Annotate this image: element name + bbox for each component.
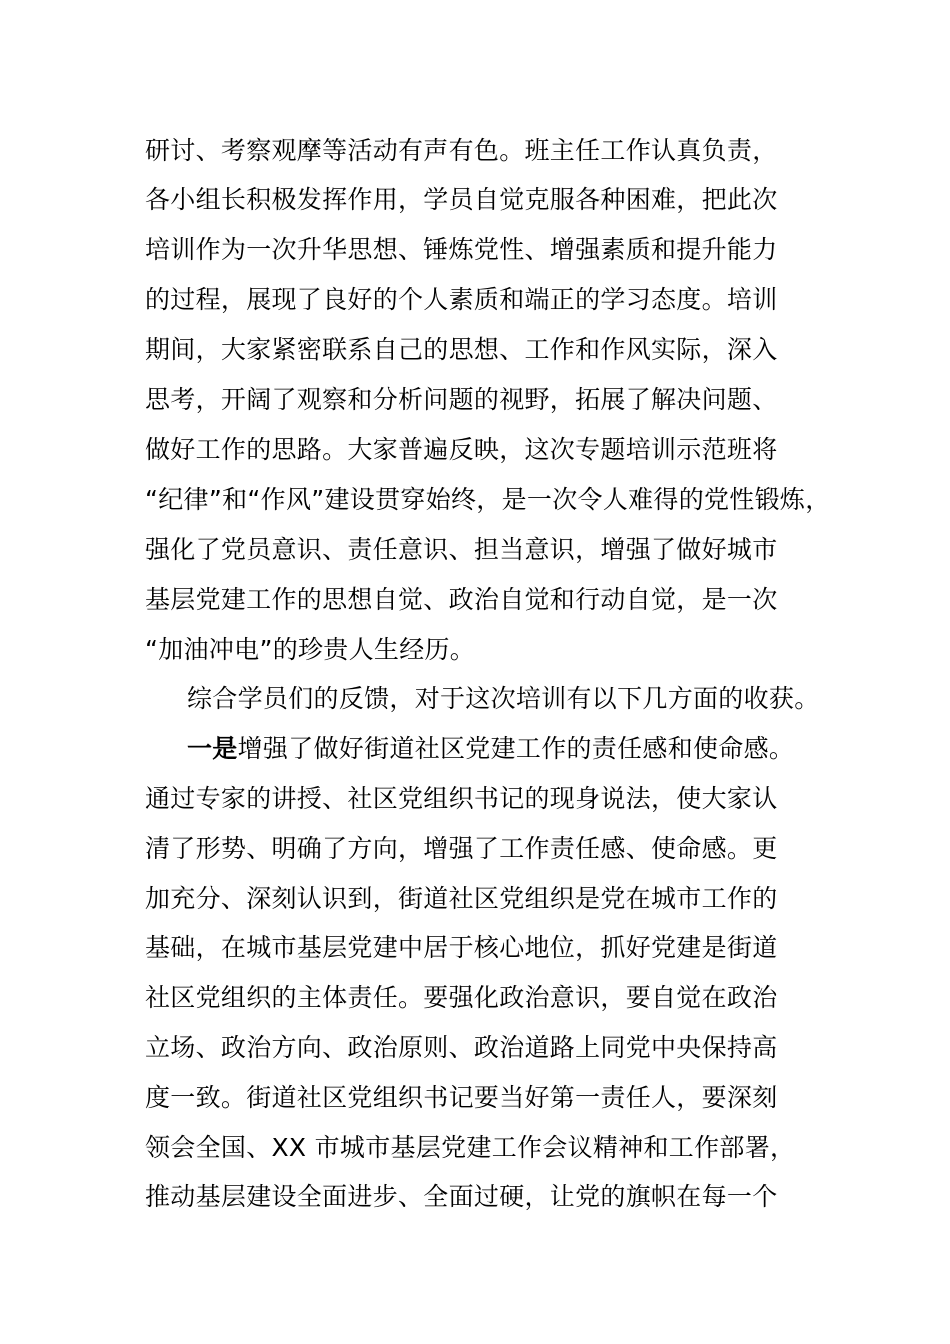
text-line: 的过程，展现了良好的个人素质和端正的学习态度。培训: [145, 285, 778, 314]
text-line: 通过专家的讲授、社区党组织书记的现身说法，使大家认: [145, 784, 778, 813]
text-line: 加充分、深刻认识到，街道社区党组织是党在城市工作的: [145, 884, 778, 913]
paragraph-intro-line: 综合学员们的反馈，对于这次培训有以下几方面的收获。: [187, 684, 820, 713]
point-one-text: 增强了做好街道社区党建工作的责任感和使命感。: [237, 734, 795, 763]
text-line: “纪律”和“作风”建设贯穿始终，是一次令人难得的党性锻炼，: [145, 485, 831, 514]
text-line: 领会全国、XX 市城市基层党建工作会议精神和工作部署，: [145, 1133, 796, 1162]
text-line: 度一致。街道社区党组织书记要当好第一责任人，要深刻: [145, 1083, 778, 1112]
text-line: 清了形势、明确了方向，增强了工作责任感、使命感。更: [145, 834, 778, 863]
text-line: 立场、政治方向、政治原则、政治道路上同党中央保持高: [145, 1033, 778, 1062]
text-line: 培训作为一次升华思想、锤炼党性、增强素质和提升能力: [145, 235, 778, 264]
text-line: 强化了党员意识、责任意识、担当意识，增强了做好城市: [145, 535, 778, 564]
text-line: 基础，在城市基层党建中居于核心地位，抓好党建是街道: [145, 933, 778, 962]
point-one-label: 一是: [187, 734, 238, 763]
point-one-line: [187, 733, 794, 765]
text-line: 研讨、考察观摩等活动有声有色。班主任工作认真负责，: [145, 136, 778, 165]
text-line: 做好工作的思路。大家普遍反映，这次专题培训示范班将: [145, 435, 778, 464]
text-line: 基层党建工作的思想自觉、政治自觉和行动自觉，是一次: [145, 585, 778, 614]
text-line: 思考，开阔了观察和分析问题的视野，拓展了解决问题、: [145, 385, 778, 414]
text-line: “加油冲电”的珍贵人生经历。: [145, 635, 476, 664]
text-line: 社区党组织的主体责任。要强化政治意识，要自觉在政治: [145, 983, 778, 1012]
text-line: 各小组长积极发挥作用，学员自觉克服各种困难，把此次: [145, 185, 778, 214]
text-line: 推动基层建设全面进步、全面过硬，让党的旗帜在每一个: [145, 1182, 778, 1211]
text-line: 期间，大家紧密联系自己的思想、工作和作风实际，深入: [145, 335, 778, 364]
